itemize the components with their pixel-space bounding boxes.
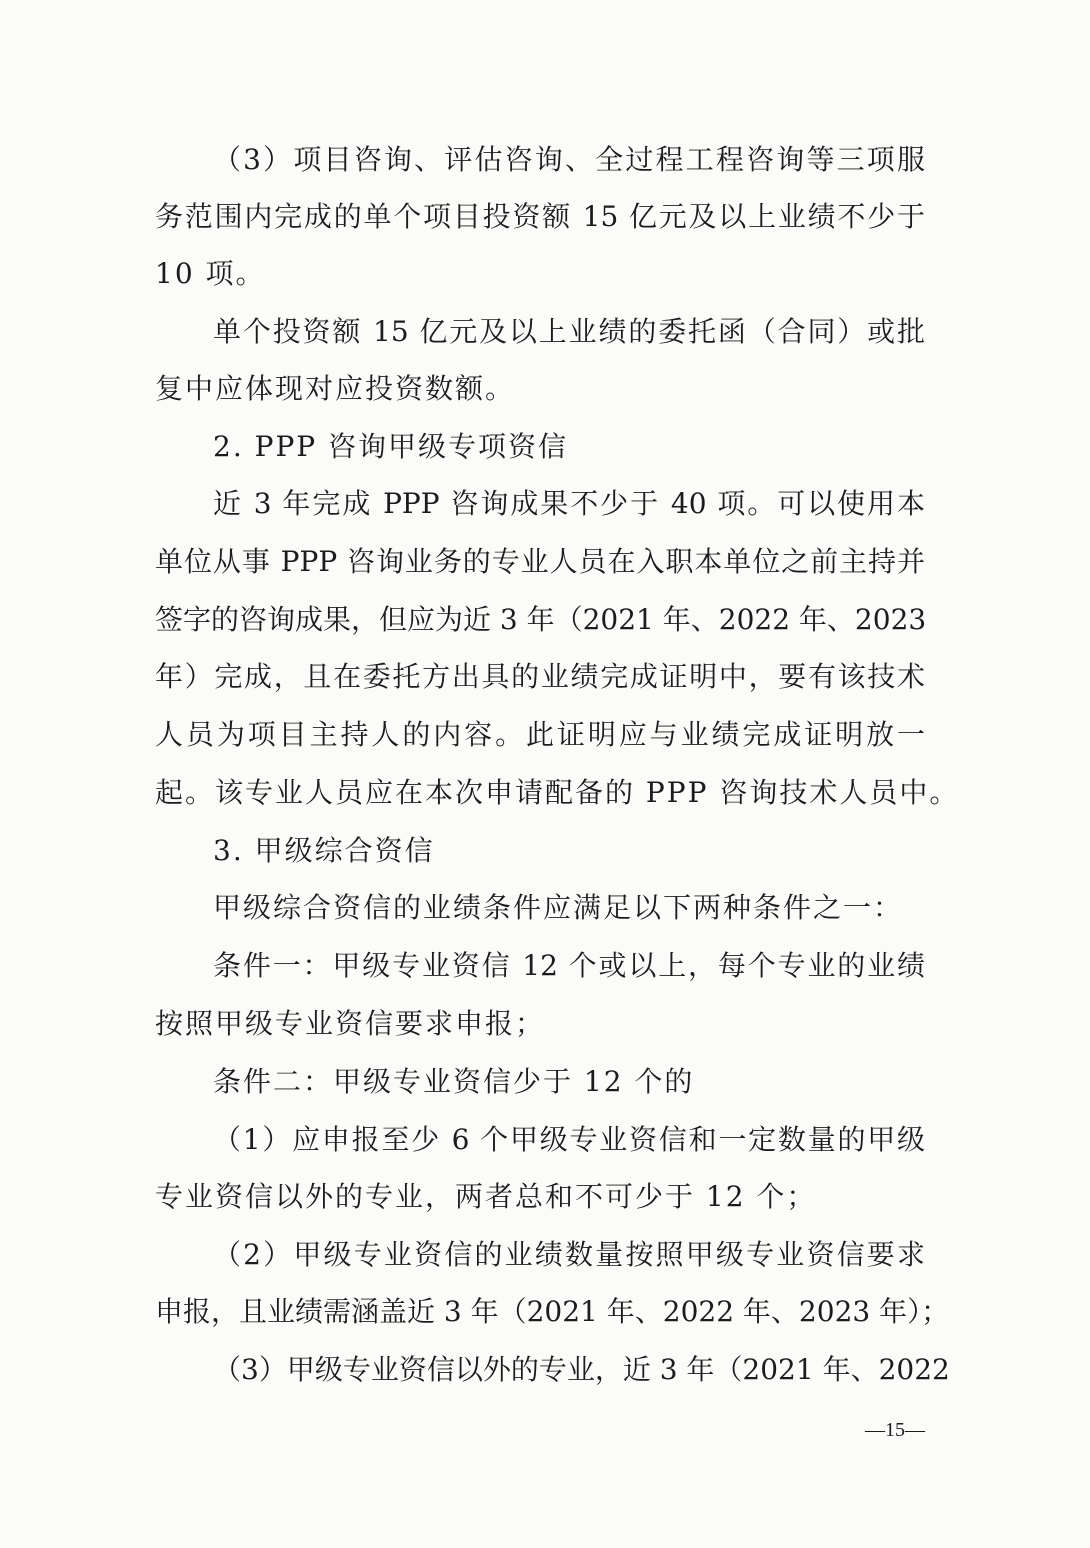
paragraph-line: 人员为项目主持人的内容。此证明应与业绩完成证明放一 (155, 718, 925, 751)
paragraph-line: （1）应申报至少 6 个甲级专业资信和一定数量的甲级 (213, 1123, 925, 1156)
section-heading: 3. 甲级综合资信 (213, 834, 435, 867)
paragraph-line: 复中应体现对应投资数额。 (155, 372, 516, 405)
paragraph-line: 条件二：甲级专业资信少于 12 个的 (213, 1065, 695, 1098)
paragraph-line: 按照甲级专业资信要求申报； (155, 1007, 546, 1040)
paragraph-line: （3）项目咨询、评估咨询、全过程工程咨询等三项服 (213, 143, 925, 176)
section-heading: 2. PPP 咨询甲级专项资信 (213, 430, 569, 463)
paragraph-line: 起。该专业人员应在本次申请配备的 PPP 咨询技术人员中。 (155, 776, 960, 809)
paragraph-line: 年）完成，且在委托方出具的业绩完成证明中，要有该技术 (155, 660, 925, 693)
paragraph-line: 近 3 年完成 PPP 咨询成果不少于 40 项。可以使用本 (213, 487, 925, 520)
paragraph-line: 专业资信以外的专业，两者总和不可少于 12 个； (155, 1180, 817, 1213)
paragraph-line: 申报，且业绩需涵盖近 3 年（2021 年、2022 年、2023 年）； (155, 1295, 950, 1328)
paragraph-line: 签字的咨询成果，但应为近 3 年（2021 年、2022 年、2023 (155, 603, 927, 636)
paragraph-line: 甲级综合资信的业绩条件应满足以下两种条件之一： (213, 891, 904, 924)
paragraph-line: （2）甲级专业资信的业绩数量按照甲级专业资信要求 (213, 1238, 925, 1271)
paragraph-line: 10 项。 (155, 257, 266, 290)
paragraph-line: （3）甲级专业资信以外的专业，近 3 年（2021 年、2022 (213, 1353, 950, 1386)
paragraph-line: 务范围内完成的单个项目投资额 15 亿元及以上业绩不少于 (155, 200, 925, 233)
page-number: —15— (865, 1419, 925, 1441)
paragraph-line: 条件一：甲级专业资信 12 个或以上，每个专业的业绩 (213, 949, 925, 982)
paragraph-line: 单位从事 PPP 咨询业务的专业人员在入职本单位之前主持并 (155, 545, 925, 578)
paragraph-line: 单个投资额 15 亿元及以上业绩的委托函（合同）或批 (213, 315, 925, 348)
